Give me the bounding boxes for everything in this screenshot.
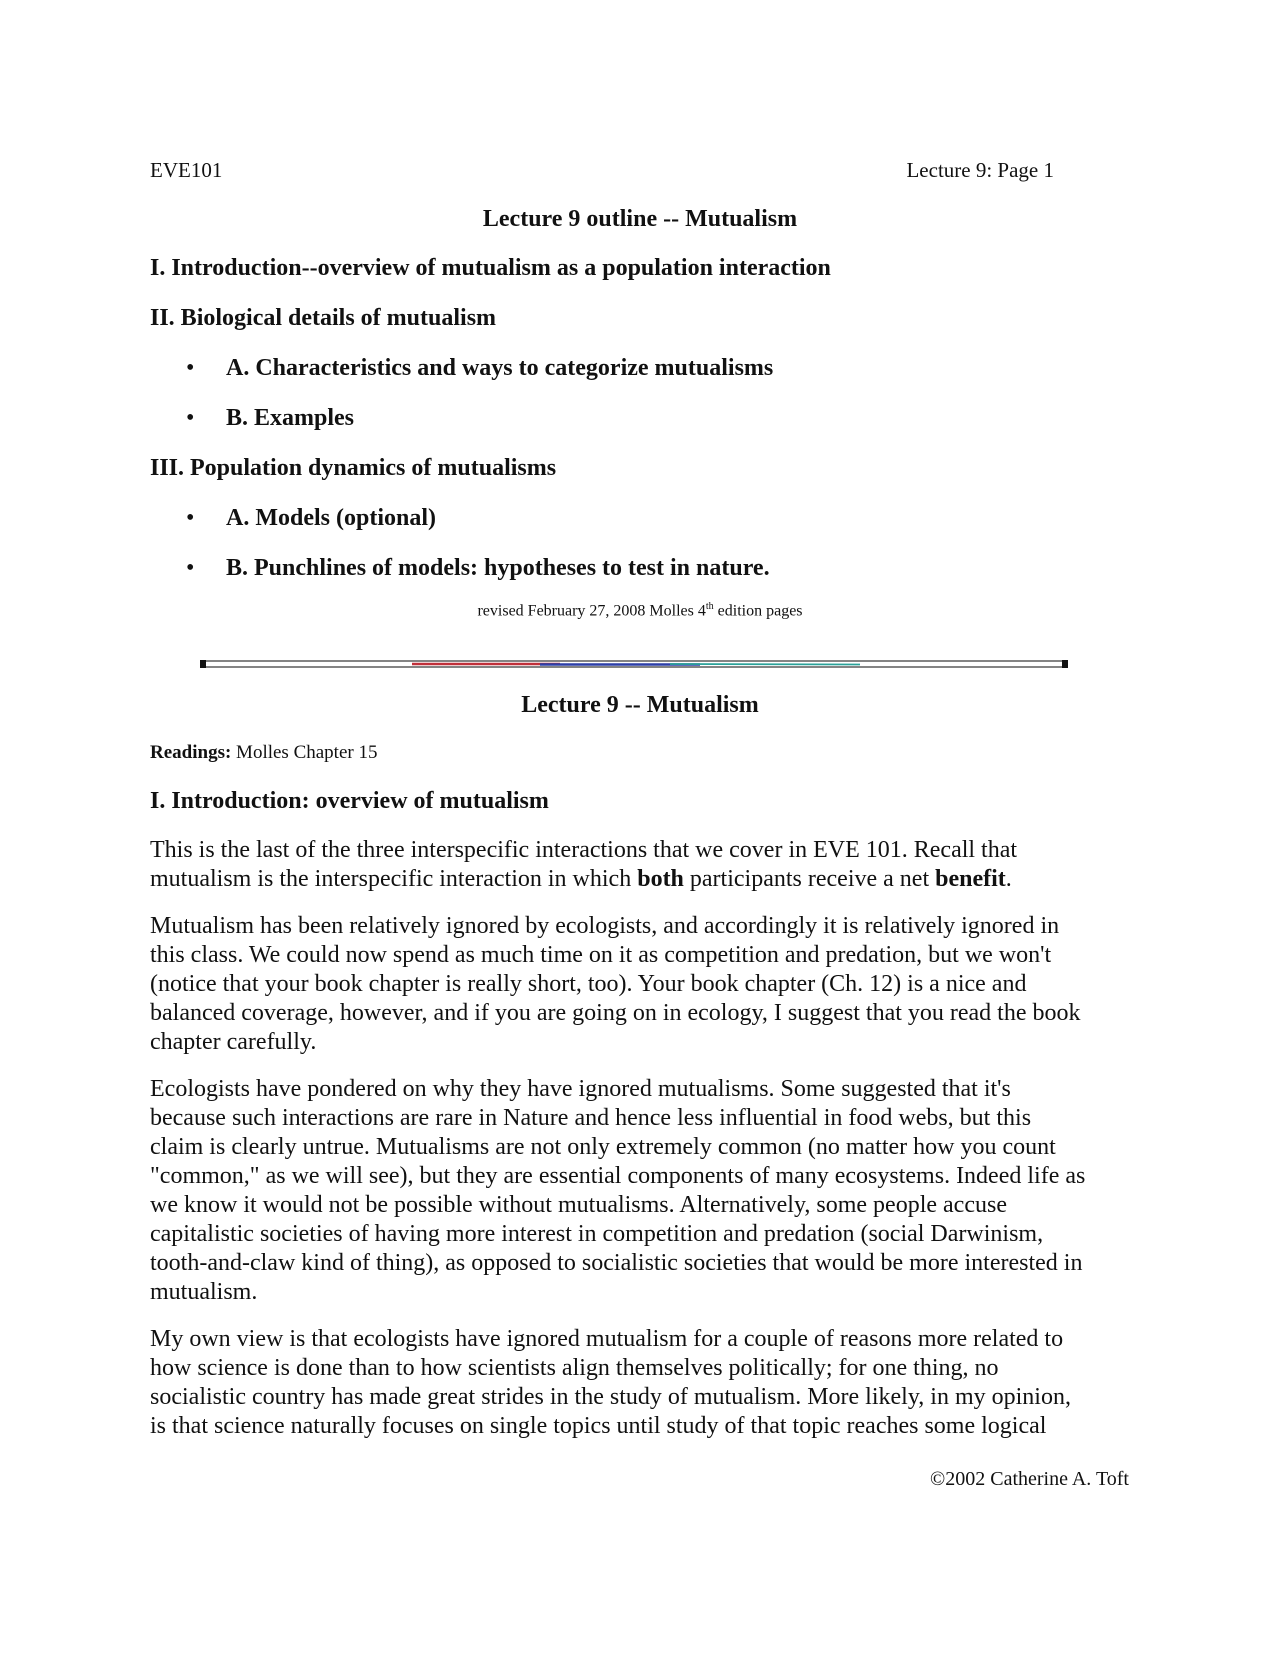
divider-stroke-teal bbox=[670, 664, 860, 665]
paragraph-line: This is the last of the three interspecific interactions that we cover in EVE 101. Recall that bbox=[150, 837, 1018, 863]
course-code: EVE101 bbox=[150, 158, 223, 182]
revision-date: revised February 27, 2008 Molles 4 bbox=[477, 602, 706, 620]
lecture-title: Lecture 9 -- Mutualism bbox=[521, 692, 759, 718]
paragraph-line: chapter carefully. bbox=[150, 1029, 317, 1055]
paragraph-line: tooth-and-claw kind of thing), as opposed to socialistic societies that would be more interested in bbox=[150, 1250, 1083, 1276]
readings-label: Readings: bbox=[150, 742, 232, 763]
readings-text: Molles Chapter 15 bbox=[231, 742, 378, 763]
outline-subitem-label: B. Punchlines of models: hypotheses to test in nature. bbox=[226, 555, 770, 581]
paragraph-line: My own view is that ecologists have ignored mutualism for a couple of reasons more related to bbox=[150, 1326, 1064, 1352]
text-run: mutualism is the interspecific interaction in which bbox=[150, 866, 638, 892]
paragraph-line: how science is done than to how scientists align themselves politically; for one thing, no bbox=[150, 1355, 999, 1381]
revision-superscript: th bbox=[705, 601, 714, 612]
outline-item-introduction: I. Introduction--overview of mutualism as a population interaction bbox=[150, 255, 831, 281]
section-heading-introduction: I. Introduction: overview of mutualism bbox=[150, 788, 549, 814]
outline-subitem-punchlines bbox=[186, 555, 770, 582]
paragraph-line: Mutualism has been relatively ignored by ecologists, and accordingly it is relatively ignored in bbox=[150, 913, 1060, 939]
paragraph-line: claim is clearly untrue. Mutualisms are not only extremely common (no matter how you count bbox=[150, 1134, 1056, 1160]
outline-subitem-label: B. Examples bbox=[226, 405, 355, 431]
divider-cap-right bbox=[1062, 660, 1068, 668]
paragraph-line: balanced coverage, however, and if you are going on in ecology, I suggest that you read the book bbox=[150, 1000, 1081, 1026]
text-run: participants receive a net bbox=[683, 866, 936, 892]
paragraph-line: is that science naturally focuses on single topics until study of that topic reaches some logical bbox=[150, 1413, 1047, 1439]
revision-suffix: edition pages bbox=[713, 602, 803, 620]
divider-cap-left bbox=[200, 660, 206, 668]
paragraph-line: mutualism. bbox=[150, 1279, 258, 1305]
outline-subitem-label: A. Models (optional) bbox=[226, 505, 436, 531]
paragraph-line: capitalistic societies of having more interest in competition and predation (social Darwinism, bbox=[150, 1221, 1044, 1247]
section-divider bbox=[200, 658, 1068, 670]
paragraph-line: "common," as we will see), but they are essential components of many ecosystems. Indeed life as bbox=[150, 1163, 1086, 1189]
bullet-icon: • bbox=[186, 505, 195, 531]
page-label: Lecture 9: Page 1 bbox=[906, 158, 1054, 182]
paragraph-4 bbox=[150, 1325, 1140, 1441]
bullet-icon: • bbox=[186, 355, 195, 381]
paragraph-line: because such interactions are rare in Nature and hence less influential in food webs, but this bbox=[150, 1105, 1032, 1131]
bullet-icon: • bbox=[186, 555, 195, 581]
paragraph-line: (notice that your book chapter is really short, too). Your book chapter (Ch. 12) is a nice and bbox=[150, 971, 1027, 997]
outline-title: Lecture 9 outline -- Mutualism bbox=[482, 206, 798, 232]
outline-subitem-examples bbox=[186, 405, 354, 432]
revision-note bbox=[0, 601, 1280, 620]
copyright-footer: ©2002 Catherine A. Toft bbox=[930, 1468, 1129, 1490]
paragraph-line: Ecologists have pondered on why they have ignored mutualisms. Some suggested that it's bbox=[150, 1076, 1011, 1102]
paragraph-1 bbox=[150, 836, 1140, 894]
paragraph-line: this class. We could now spend as much time on it as competition and predation, but we won't bbox=[150, 942, 1052, 968]
paragraph-3 bbox=[150, 1075, 1140, 1307]
outline-subitem-models bbox=[186, 505, 436, 532]
paragraph-2 bbox=[150, 912, 1140, 1057]
paragraph-line bbox=[150, 865, 1140, 894]
text-run: . bbox=[1005, 866, 1012, 892]
paragraph-line: socialistic country has made great strides in the study of mutualism. More likely, in my opinion, bbox=[150, 1384, 1071, 1410]
paragraph-line: we know it would not be possible without mutualisms. Alternatively, some people accuse bbox=[150, 1192, 1007, 1218]
emphasis-benefit: benefit bbox=[935, 866, 1006, 892]
emphasis-both: both bbox=[637, 866, 684, 892]
readings-line bbox=[150, 742, 377, 764]
outline-item-biological-details: II. Biological details of mutualism bbox=[150, 305, 497, 331]
outline-subitem-characteristics bbox=[186, 355, 773, 382]
outline-item-population-dynamics: III. Population dynamics of mutualisms bbox=[150, 455, 557, 481]
outline-subitem-label: A. Characteristics and ways to categorize mutualisms bbox=[226, 355, 774, 381]
bullet-icon: • bbox=[186, 405, 195, 431]
